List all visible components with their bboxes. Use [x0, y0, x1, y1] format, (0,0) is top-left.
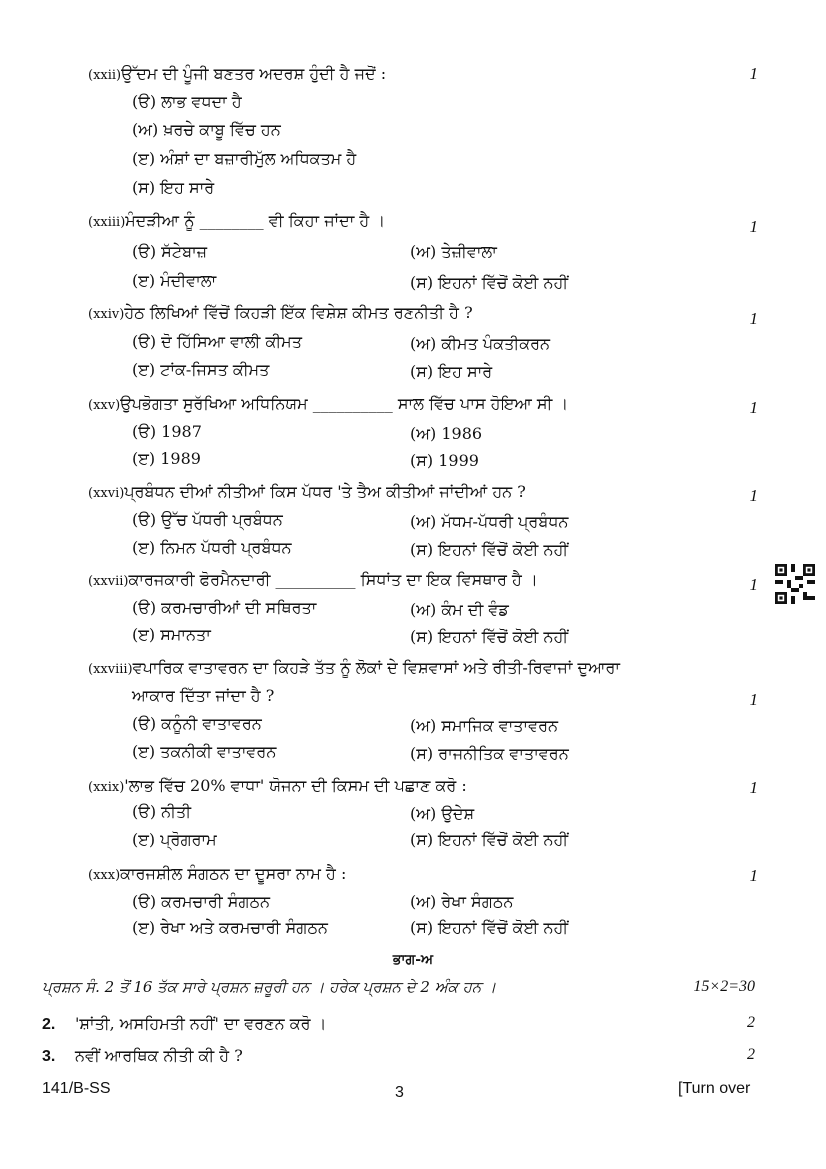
option-d: (ਸ) ਇਹਨਾਂ ਵਿੱਚੋਂ ਕੋਈ ਨਹੀਂ: [410, 627, 569, 646]
question-xxviii: [88, 656, 758, 710]
question-number: (xxvi): [88, 486, 125, 501]
qr-code-icon: [775, 564, 815, 604]
short-question-marks: 2: [747, 1014, 755, 1031]
option-c: (ੲ) ਨਿਮਨ ਪੱਧਰੀ ਪ੍ਰਬੰਧਨ: [132, 538, 292, 557]
question-xxiii: [88, 209, 758, 235]
question-xxvii: [88, 568, 758, 594]
short-question-number: 3.: [42, 1048, 56, 1065]
option-a: (ੳ) ਸੱਟੇਬਾਜ਼: [132, 242, 208, 261]
option-d: (ਸ) ਇਹਨਾਂ ਵਿੱਚੋਂ ਕੋਈ ਨਹੀਂ: [410, 540, 569, 559]
option-d: (ਸ) 1999: [410, 451, 479, 470]
paper-code: 141/B-SS: [42, 1080, 111, 1097]
question-number: (xxiv): [88, 307, 125, 322]
option-b: (ਅ) ਮੱਧਮ-ਪੱਧਰੀ ਪ੍ਰਬੰਧਨ: [410, 512, 569, 531]
question-number: (xxvii): [88, 574, 129, 589]
short-question-marks: 2: [747, 1046, 755, 1063]
option-c: (ੲ) ਮੰਦੀਵਾਲਾ: [132, 271, 217, 290]
option-d: (ਸ) ਇਹਨਾਂ ਵਿੱਚੋਂ ਕੋਈ ਨਹੀਂ: [410, 918, 569, 937]
option-b: (ਅ) ਖ਼ਰਚੇ ਕਾਬੂ ਵਿੱਚ ਹਨ: [132, 120, 281, 139]
option-b: (ਅ) 1986: [410, 424, 483, 443]
question-text: ਮੰਦੜੀਆ ਨੂੰ ________ ਵੀ ਕਿਹਾ ਜਾਂਦਾ ਹੈ ।: [125, 211, 386, 230]
question-text: ਕਾਰਜਸ਼ੀਲ ਸੰਗਠਨ ਦਾ ਦੂਸਰਾ ਨਾਮ ਹੈ :: [120, 864, 347, 883]
question-number: (xxviii): [88, 662, 133, 677]
short-question-3: [42, 1046, 755, 1066]
question-xxii: [88, 62, 758, 88]
short-question-text: ਨਵੀਂ ਆਰਥਿਕ ਨੀਤੀ ਕੀ ਹੈ ?: [75, 1046, 243, 1065]
page-number: 3: [395, 1084, 404, 1101]
question-marks: 1: [749, 486, 758, 505]
option-d: (ਸ) ਇਹ ਸਾਰੇ: [410, 362, 493, 381]
option-b: (ਅ) ਸਮਾਜਿਕ ਵਾਤਾਵਰਨ: [410, 716, 559, 735]
question-marks: 1: [749, 778, 758, 797]
option-a: (ੳ) ਉੱਚ ਪੱਧਰੀ ਪ੍ਰਬੰਧਨ: [132, 510, 283, 529]
option-c: (ੲ) 1989: [132, 449, 201, 468]
question-number: (xxix): [88, 780, 125, 795]
option-b: (ਅ) ਤੇਜ਼ੀਵਾਲਾ: [410, 242, 497, 261]
question-marks: 1: [749, 690, 758, 709]
option-a: (ੳ) ਕਰਮਚਾਰੀਆਂ ਦੀ ਸਥਿਰਤਾ: [132, 598, 317, 617]
option-d: (ਸ) ਇਹ ਸਾਰੇ: [132, 178, 215, 197]
instruction-text: ਪ੍ਰਸ਼ਨ ਸੰ. 2 ਤੋਂ 16 ਤੱਕ ਸਾਰੇ ਪ੍ਰਸ਼ਨ ਜ਼ਰੂਰੀ ਹਨ । ਹਰੇਕ ਪ੍ਰਸ਼ਨ ਦੇ 2 ਅੰਕ ਹਨ ।: [42, 978, 497, 996]
option-a: (ੳ) ਨੀਤੀ: [132, 802, 192, 821]
short-question-number: 2.: [42, 1016, 56, 1033]
option-c: (ੲ) ਅੰਸ਼ਾਂ ਦਾ ਬਜ਼ਾਰੀਮੁੱਲ ਅਧਿਕਤਮ ਹੈ: [132, 149, 357, 168]
question-marks: 1: [749, 64, 758, 83]
question-text-cont: ਆਕਾਰ ਦਿੱਤਾ ਜਾਂਦਾ ਹੈ ?: [132, 686, 275, 705]
short-question-2: [42, 1014, 755, 1034]
question-xxiv: [88, 301, 758, 327]
option-c: (ੲ) ਰੇਖਾ ਅਤੇ ਕਰਮਚਾਰੀ ਸੰਗਠਨ: [132, 918, 328, 937]
question-text: ਹੇਠ ਲਿਖਿਆਂ ਵਿੱਚੋਂ ਕਿਹੜੀ ਇੱਕ ਵਿਸ਼ੇਸ਼ ਕੀਮਤ ਰਣਨੀਤੀ ਹੈ ?: [124, 303, 473, 322]
question-text: 'ਲਾਭ ਵਿੱਚ 20% ਵਾਧਾ' ਯੋਜਨਾ ਦੀ ਕਿਸਮ ਦੀ ਪਛਾਣ ਕਰੋ :: [124, 776, 467, 795]
question-marks: 1: [749, 398, 758, 417]
question-xxx: [88, 862, 758, 888]
option-b: (ਅ) ਉਦੇਸ਼: [410, 804, 475, 823]
question-number: (xxii): [88, 68, 122, 83]
option-b: (ਅ) ਕੰਮ ਦੀ ਵੰਡ: [410, 600, 509, 619]
option-a: (ੳ) ਕਨੂੰਨੀ ਵਾਤਾਵਰਨ: [132, 714, 262, 733]
question-text: ਵਪਾਰਿਕ ਵਾਤਾਵਰਨ ਦਾ ਕਿਹੜੇ ਤੱਤ ਨੂੰ ਲੋਕਾਂ ਦੇ ਵਿਸ਼ਵਾਸਾਂ ਅਤੇ ਰੀਤੀ-ਰਿਵਾਜਾਂ ਦੁਆਰਾ: [132, 658, 620, 677]
question-marks: 1: [749, 217, 758, 236]
question-marks: 1: [749, 309, 758, 328]
option-d: (ਸ) ਇਹਨਾਂ ਵਿੱਚੋਂ ਕੋਈ ਨਹੀਂ: [410, 830, 569, 849]
option-d: (ਸ) ਰਾਜਨੀਤਿਕ ਵਾਤਾਵਰਨ: [410, 744, 569, 763]
question-xxv: [88, 392, 758, 418]
option-a: (ੳ) 1987: [132, 422, 202, 441]
section-heading: ਭਾਗ-ਅ: [392, 952, 434, 968]
question-marks: 1: [749, 575, 758, 594]
option-c: (ੲ) ਪ੍ਰੋਗਰਾਮ: [132, 830, 217, 849]
instruction-marks: 15×2=30: [693, 978, 755, 995]
option-c: (ੲ) ਟਾਂਕ-ਜਿਸਤ ਕੀਮਤ: [132, 360, 270, 379]
section-instruction: [42, 978, 755, 996]
option-b: (ਅ) ਰੇਖਾ ਸੰਗਠਨ: [410, 892, 514, 911]
question-text: ਪ੍ਰਬੰਧਨ ਦੀਆਂ ਨੀਤੀਆਂ ਕਿਸ ਪੱਧਰ 'ਤੇ ਤੈਅ ਕੀਤੀਆਂ ਜਾਂਦੀਆਂ ਹਨ ?: [124, 482, 526, 501]
question-number: (xxiii): [88, 215, 126, 230]
question-text: ਕਾਰਜਕਾਰੀ ਫੋਰਮੈਨਦਾਰੀ __________ ਸਿਧਾਂਤ ਦਾ ਇਕ ਵਿਸਥਾਰ ਹੈ ।: [128, 570, 538, 589]
option-b: (ਅ) ਕੀਮਤ ਪੰਕਤੀਕਰਨ: [410, 334, 551, 353]
question-xxix: [88, 774, 758, 800]
question-marks: 1: [749, 866, 758, 885]
option-c: (ੲ) ਸਮਾਨਤਾ: [132, 625, 211, 644]
question-number: (xxx): [88, 868, 121, 883]
short-question-text: 'ਸ਼ਾਂਤੀ, ਅਸਹਿਮਤੀ ਨਹੀਂ' ਦਾ ਵਰਣਨ ਕਰੋ ।: [75, 1014, 327, 1033]
question-xxvi: [88, 480, 758, 506]
question-text: ਉੱਦਮ ਦੀ ਪੂੰਜੀ ਬਣਤਰ ਅਦਰਸ਼ ਹੁੰਦੀ ਹੈ ਜਦੋਂ :: [121, 64, 387, 83]
option-a: (ੳ) ਦੋ ਹਿੱਸਿਆ ਵਾਲੀ ਕੀਮਤ: [132, 332, 302, 351]
turn-over: [Turn over: [678, 1080, 751, 1097]
question-number: (xxv): [88, 398, 121, 413]
question-text: ਉਪਭੋਗਤਾ ਸੁਰੱਖਿਆ ਅਧਿਨਿਯਮ __________ ਸਾਲ ਵਿੱਚ ਪਾਸ ਹੋਇਆ ਸੀ ।: [120, 394, 569, 413]
option-a: (ੳ) ਲਾਭ ਵਧਦਾ ਹੈ: [132, 92, 242, 111]
option-a: (ੳ) ਕਰਮਚਾਰੀ ਸੰਗਠਨ: [132, 892, 271, 911]
option-c: (ੲ) ਤਕਨੀਕੀ ਵਾਤਾਵਰਨ: [132, 742, 277, 761]
option-d: (ਸ) ਇਹਨਾਂ ਵਿੱਚੋਂ ਕੋਈ ਨਹੀਂ: [410, 273, 569, 292]
